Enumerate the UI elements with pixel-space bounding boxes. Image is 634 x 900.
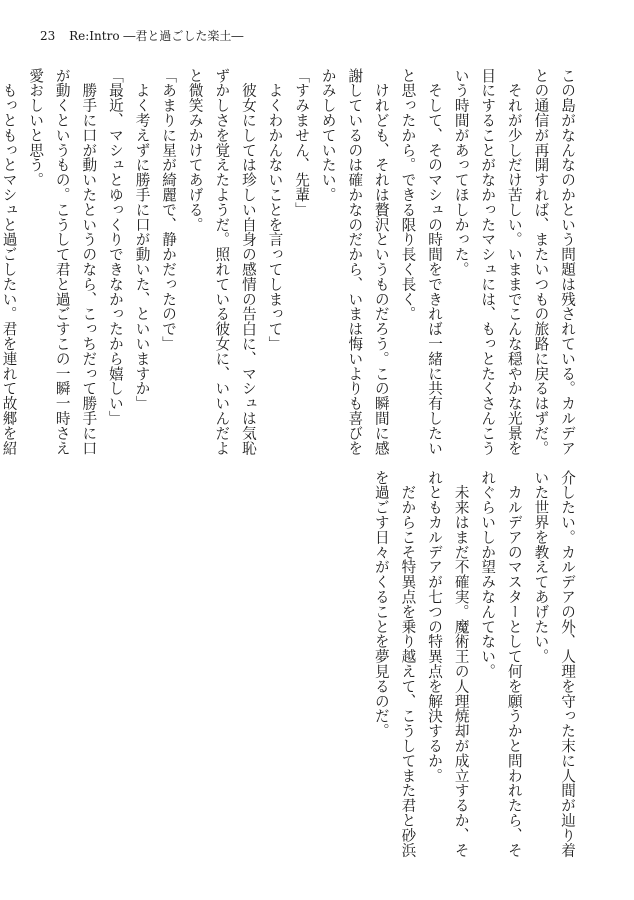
text-line: けれども、それは贅沢というものだろう。この瞬間に感 [372,68,390,456]
text-line: と思ったから。できる限り長く長く。 [399,68,417,322]
text-line: が動くというもの。こうして君と過ごすこの一瞬一時さえ [53,68,71,456]
text-line: 彼女にしては珍しい自身の感情の告白に、マシュは気恥 [239,68,257,456]
text-line: 「最近、マシュとゆっくりできなかったから嬉しい」 [106,68,124,426]
text-line: この島がなんなのかという問題は残されている。カルデア [559,68,576,456]
text-line: との通信が再開すれば、またいつもの旅路に戻るはずだ。 [532,68,550,456]
chapter-title: Re:Intro ―君と過ごした楽土― [69,29,244,43]
text-line: と微笑みかけてあげる。 [186,68,204,232]
text-line: 「あまりに星が綺麗で、静かだったので」 [160,68,178,352]
text-line: よく考えずに勝手に口が動いた、といいますか」 [133,68,151,411]
text-line: 勝手に口が動いたというのなら、こっちだって勝手に口 [80,68,98,456]
text-line: それが少しだけ苦しい。いままでこんな穏やかな光景を [505,68,523,456]
text-line: ずかしさを覚えたようだ。照れている彼女に、いいんだよ [213,68,231,456]
text-line: 謝しているのは確かなのだから、いまは悔いよりも喜びを [346,68,364,456]
text-line: 「すみません、先輩」 [293,68,311,217]
text-line: かみしめていたい。 [319,68,337,203]
page-header [40,26,243,46]
text-line: よくわかんないことを言ってしまって」 [266,68,284,352]
text-line: いた世界を教えてあげたい。 [532,470,550,664]
text-line: カルデアのマスターとして何を願うかと問われたら、そ [505,470,523,858]
text-line: いう時間があってほしかった。 [452,68,470,277]
text-line: そして、そのマシュの時間をできれば一緒に共有したい [426,68,444,456]
text-line: れともカルデアが七つの特異点を解決するか。 [426,470,444,783]
lower-text-block [372,470,580,858]
page-number: 23 [40,29,56,43]
text-line: れぐらいしか望みなんてない。 [479,470,497,679]
text-line: 未来はまだ不確実。魔術王の人理焼却が成立するか、そ [452,470,470,858]
text-line: もっともっとマシュと過ごしたい。君を連れて故郷を紹 [0,68,18,456]
text-line: 目にすることがなかったマシュには、もっとたくさんこう [479,68,497,456]
text-line: を過ごす日々がくることを夢見るのだ。 [372,470,390,739]
text-line: だからこそ特異点を乗り越えて、こうしてまた君と砂浜 [399,470,417,858]
upper-text-block [0,68,580,456]
text-line: 愛おしいと思う。 [27,68,45,188]
text-line: 介したい。カルデアの外、人理を守った末に人間が辿り着 [559,470,576,858]
